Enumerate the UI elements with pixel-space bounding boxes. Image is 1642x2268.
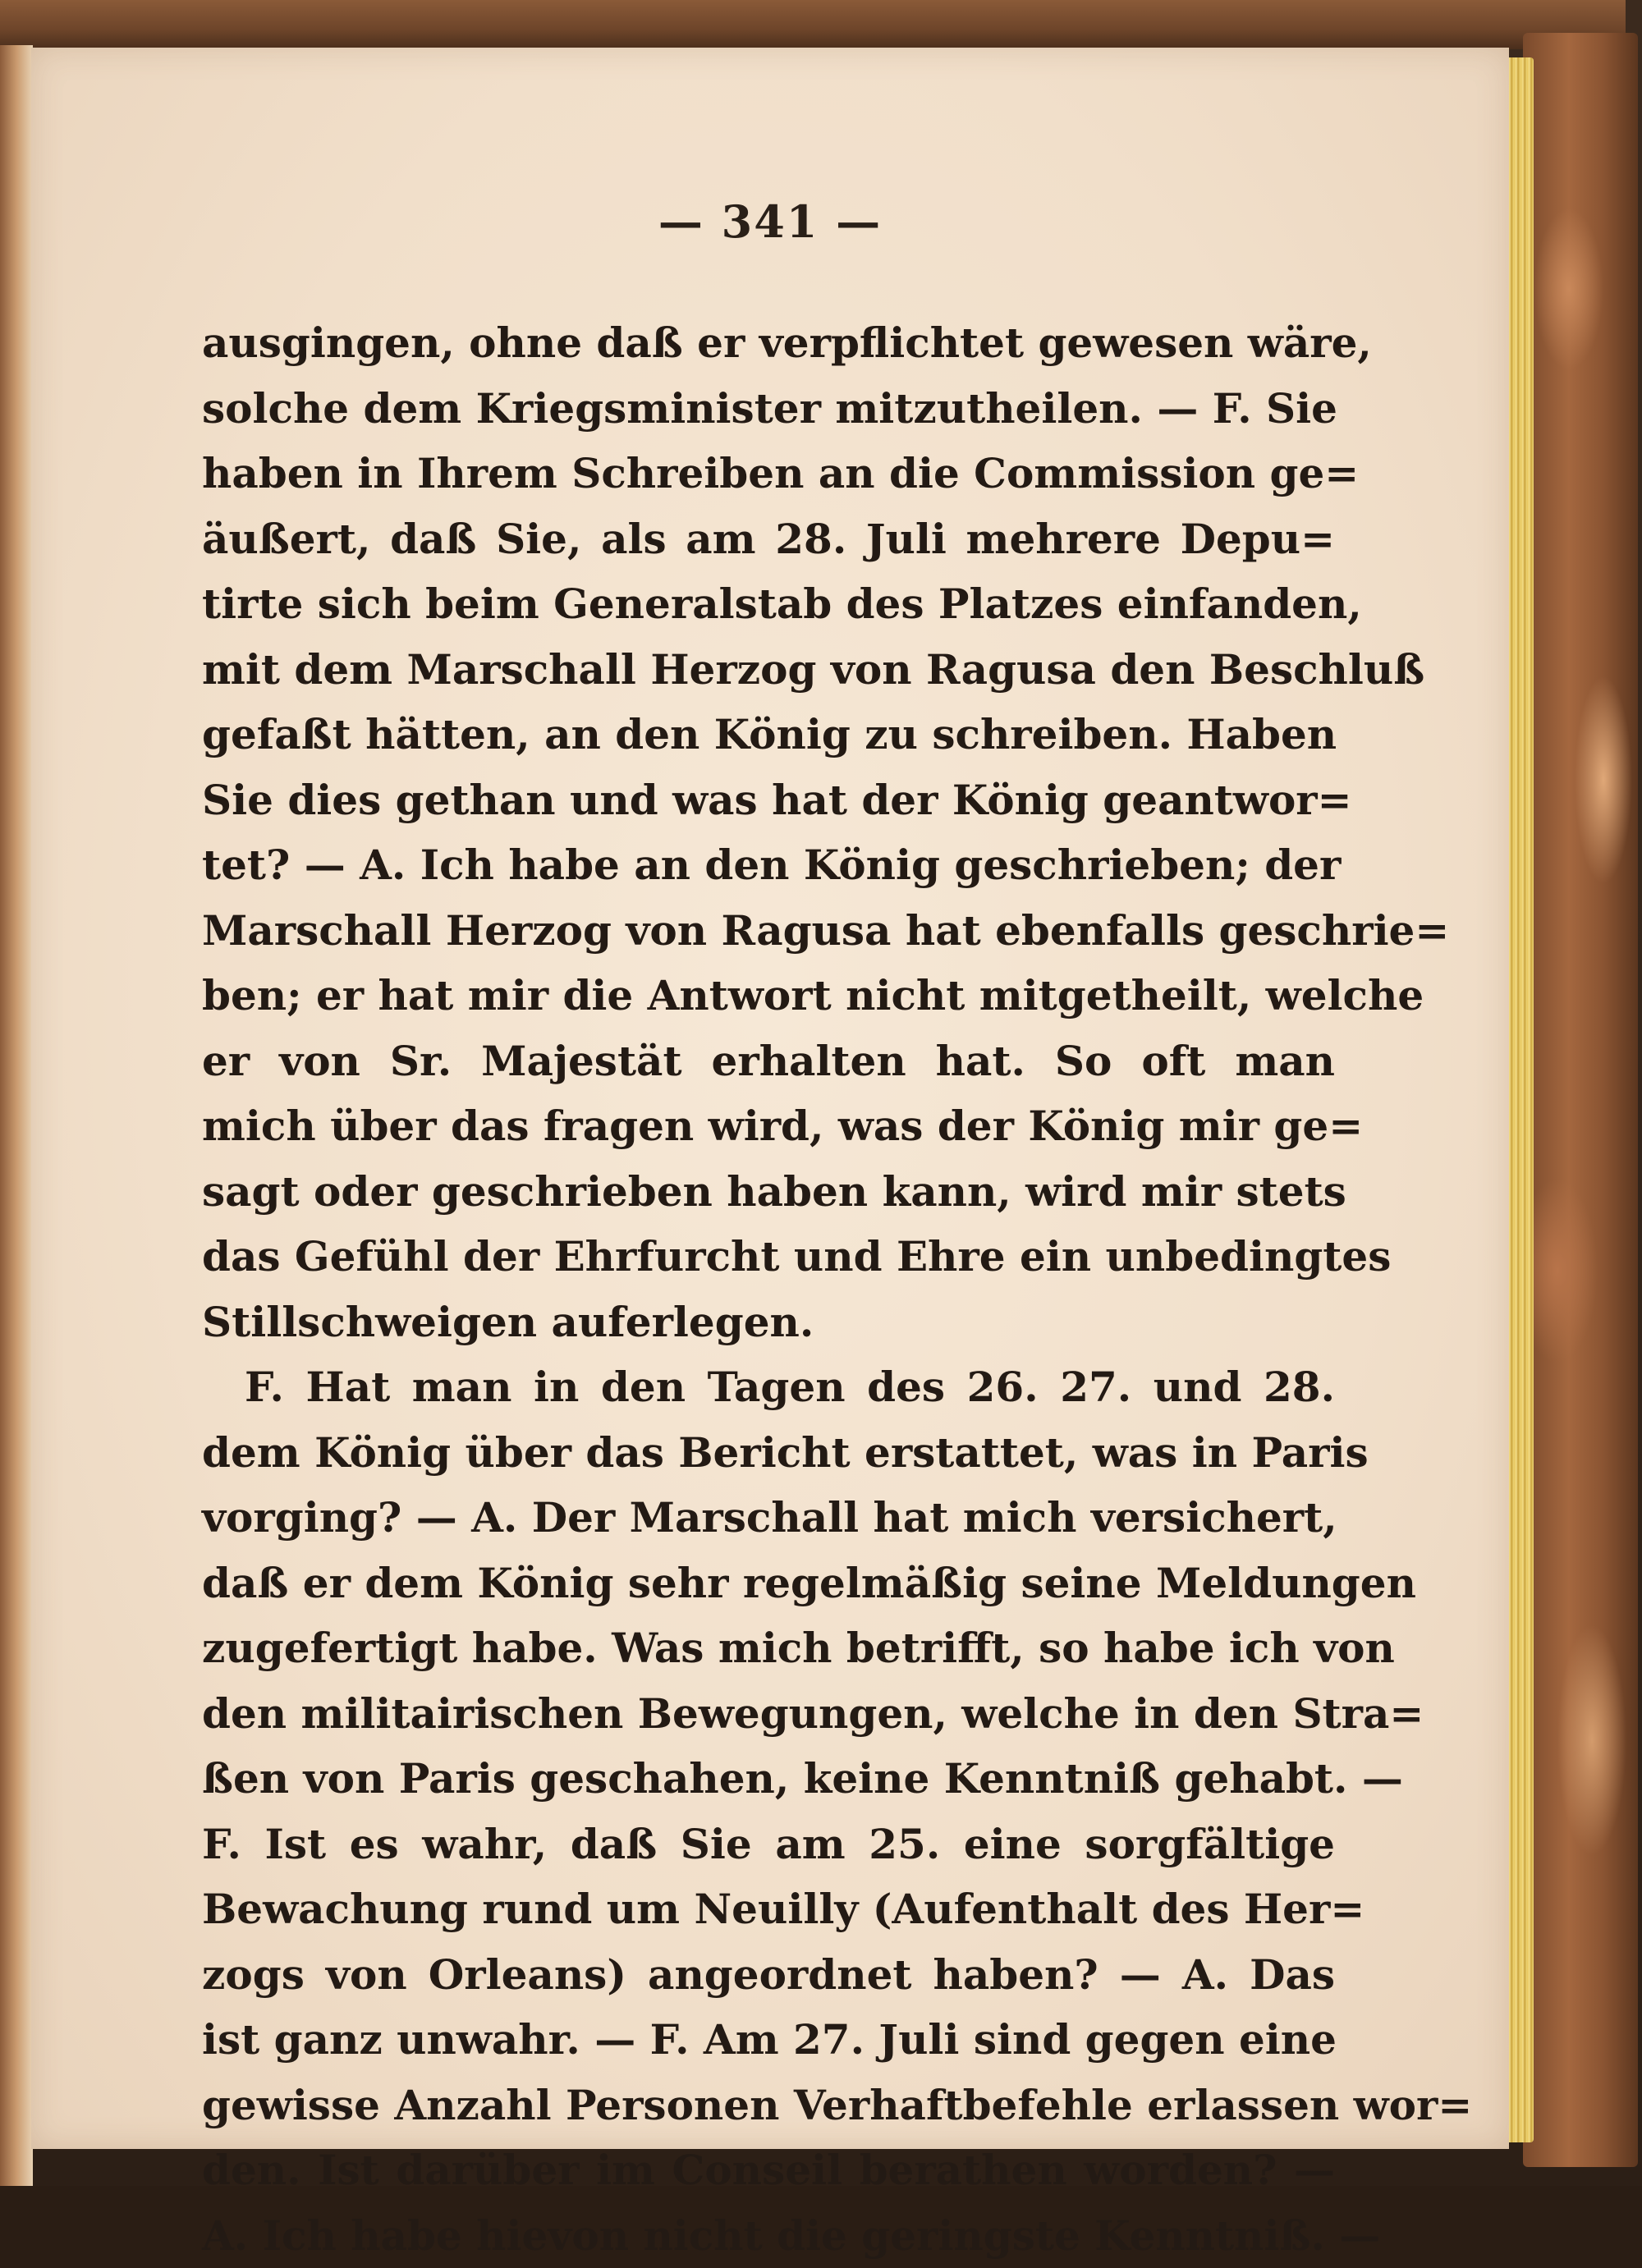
text-line: daß er dem König sehr regelmäßig seine Meldungen	[202, 1551, 1335, 1616]
text-line: gefaßt hätten, an den König zu schreiben. Haben	[202, 702, 1335, 767]
text-line: tirte sich beim Generalstab des Platzes einfanden,	[202, 571, 1335, 637]
text-line: ausgingen, ohne daß er verpflichtet gewesen wäre,	[202, 310, 1335, 376]
text-line: F. Ist es wahr, daß Sie am 25. eine sorgfältige	[202, 1812, 1335, 1877]
text-line: das Gefühl der Ehrfurcht und Ehre ein unbedingtes	[202, 1224, 1335, 1290]
text-line: Sie dies gethan und was hat der König geantwor=	[202, 767, 1335, 833]
text-line: ßen von Paris geschahen, keine Kenntniß gehabt. —	[202, 1746, 1335, 1812]
page-text	[202, 310, 1335, 2268]
text-line: mich über das fragen wird, was der König mir ge=	[202, 1093, 1335, 1159]
text-line: mit dem Marschall Herzog von Ragusa den Beschluß	[202, 637, 1335, 703]
text-line: solche dem Kriegsminister mitzutheilen. — F. Sie	[202, 376, 1335, 442]
text-line: haben in Ihrem Schreiben an die Commission ge=	[202, 441, 1335, 506]
text-line: A. Ich habe hievon nicht die geringste Kenntniß. —	[202, 2203, 1335, 2268]
book-page	[31, 48, 1509, 2149]
text-line: äußert, daß Sie, als am 28. Juli mehrere Depu=	[202, 506, 1335, 572]
text-line: den militairischen Bewegungen, welche in den Stra=	[202, 1681, 1335, 1747]
text-line: sagt oder geschrieben haben kann, wird mir stets	[202, 1159, 1335, 1225]
text-line: F. Hat man in den Tagen des 26. 27. und 28.	[202, 1354, 1335, 1420]
text-line: Marschall Herzog von Ragusa hat ebenfalls geschrie=	[202, 898, 1335, 964]
text-line: tet? — A. Ich habe an den König geschrieben; der	[202, 832, 1335, 898]
text-line: ben; er hat mir die Antwort nicht mitgetheilt, welche	[202, 963, 1335, 1029]
text-line: zugefertigt habe. Was mich betrifft, so habe ich von	[202, 1615, 1335, 1681]
previous-page-edge	[0, 45, 33, 2186]
text-line: gewisse Anzahl Personen Verhaftbefehle erlassen wor=	[202, 2073, 1335, 2138]
marbled-book-cover	[1523, 33, 1638, 2167]
text-line: Bewachung rund um Neuilly (Aufenthalt des Her=	[202, 1876, 1335, 1942]
text-line: den. Ist darüber im Conseil berathen worden? —	[202, 2137, 1335, 2203]
text-line: dem König über das Bericht erstattet, was in Paris	[202, 1420, 1335, 1486]
text-line: er von Sr. Majestät erhalten hat. So oft man	[202, 1029, 1335, 1094]
text-line: zogs von Orleans) angeordnet haben? — A. Das	[202, 1942, 1335, 2008]
text-line: vorging? — A. Der Marschall hat mich versichert,	[202, 1485, 1335, 1551]
book-cover-top-edge	[0, 0, 1626, 49]
text-line: Stillschweigen auferlegen.	[202, 1290, 1335, 1355]
text-line: ist ganz unwahr. — F. Am 27. Juli sind gegen eine	[202, 2007, 1335, 2073]
page-number: — 341 —	[31, 195, 1509, 248]
